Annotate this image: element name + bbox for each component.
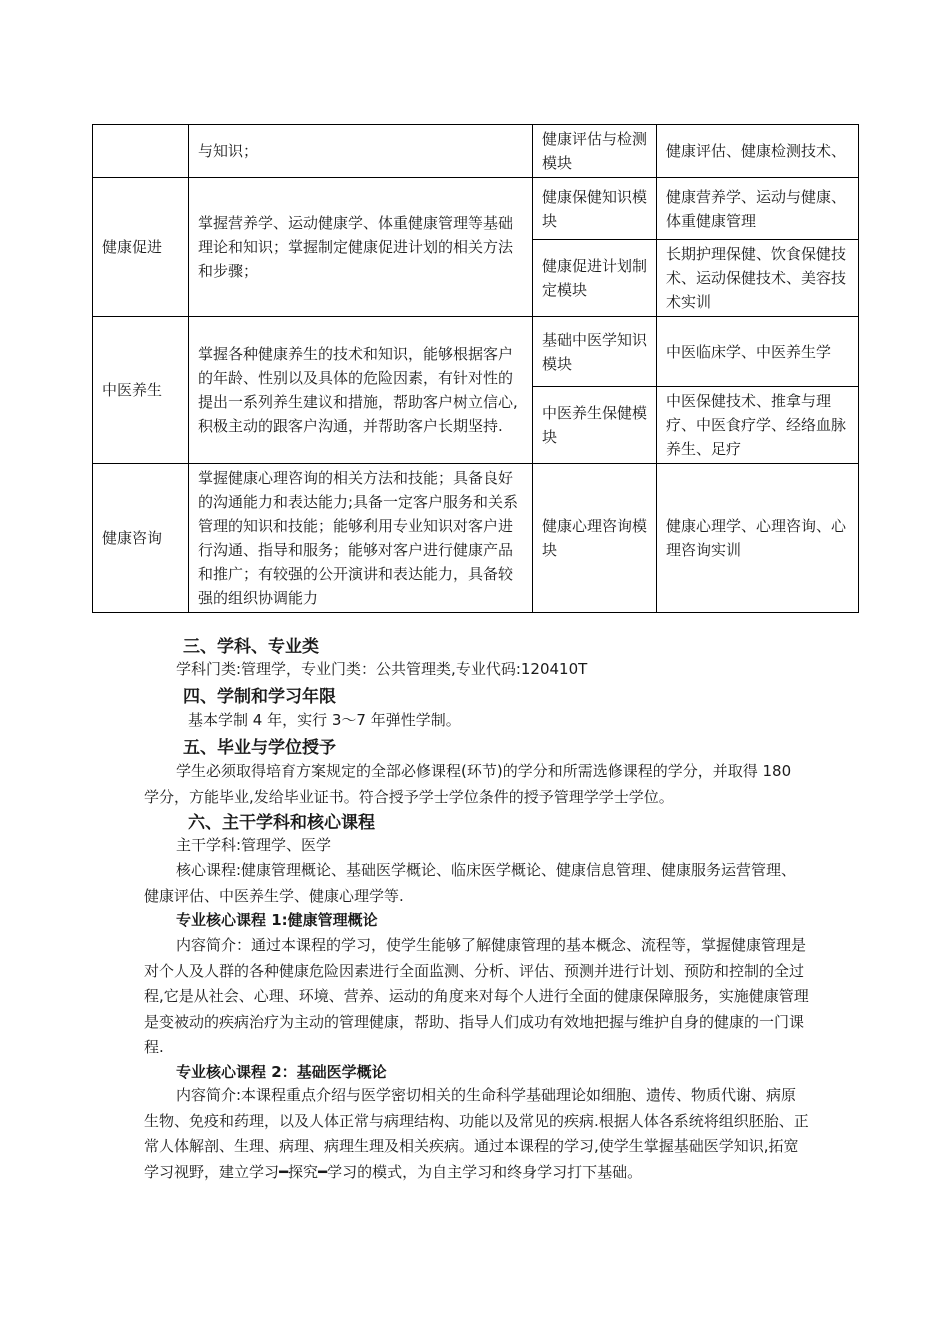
table-row [93, 317, 859, 387]
core-course-1-title: 专业核心课程 1:健康管理概论 [176, 911, 378, 929]
courses-cell: 健康营养学、运动与健康、体重健康管理 [657, 178, 859, 240]
section-heading-6: 六、主干学科和核心课程 [188, 813, 375, 833]
category-cell [93, 125, 189, 178]
courses-cell: 中医保健技术、推拿与理疗、中医食疗学、经络血脉养生、足疗 [657, 387, 859, 464]
courses-cell: 长期护理保健、饮食保健技术、运动保健技术、美容技术实训 [657, 240, 859, 317]
module-cell: 健康评估与检测模块 [533, 125, 657, 178]
core-course-1-text: 内容简介：通过本课程的学习，使学生能够了解健康管理的基本概念、流程等，掌握健康管理是对个人及人群的各种健康危险因素进行全面监测、分析、评估、预测并进行计划、预防和控制的全过程,它是从社会、心理、环境、营养、运动的角度来对每个人进行全面的健康保障服务，实施健康管理是变被动的疾病治疗为主动的管理健康，帮助、指导人们成功有效地把握与维护自身的健康的一门课程. [144, 936, 809, 1057]
table-row [93, 125, 859, 178]
category-cell: 健康促进 [93, 178, 189, 317]
requirement-cell: 掌握健康心理咨询的相关方法和技能；具备良好的沟通能力和表达能力;具备一定客户服务和关系管理的知识和技能；能够利用专业知识对客户进行沟通、指导和服务；能够对客户进行健康产品和推广；有较强的公开演讲和表达能力，具备较强的组织协调能力 [189, 464, 533, 613]
requirement-cell: 与知识； [189, 125, 533, 178]
section-text-3: 学科门类:管理学，专业门类：公共管理类,专业代码:120410T [176, 660, 588, 678]
category-cell: 中医养生 [93, 317, 189, 464]
section-heading-4: 四、学制和学习年限 [183, 687, 336, 707]
core-courses: 核心课程:健康管理概论、基础医学概论、临床医学概论、健康信息管理、健康服务运营管理、健康评估、中医养生学、健康心理学等. [144, 861, 797, 905]
section-text-5: 学生必须取得培育方案规定的全部必修课程(环节)的学分和所需选修课程的学分，并取得 180 学分，方能毕业,发给毕业证书。符合授予学士学位条件的授予管理学学士学位。 [144, 762, 792, 806]
module-cell: 健康促进计划制定模块 [533, 240, 657, 317]
requirement-cell: 掌握各种健康养生的技术和知识，能够根据客户的年龄、性别以及具体的危险因素，有针对性的提出一系列养生建议和措施，帮助客户树立信心, 积极主动的跟客户沟通，并帮助客户长期坚持. [189, 317, 533, 464]
courses-cell: 中医临床学、中医养生学 [657, 317, 859, 387]
table-row [93, 464, 859, 613]
module-cell: 健康心理咨询模块 [533, 464, 657, 613]
module-cell: 基础中医学知识模块 [533, 317, 657, 387]
section-heading-5: 五、毕业与学位授予 [183, 738, 336, 758]
section-heading-3: 三、学科、专业类 [183, 637, 319, 657]
courses-cell: 健康心理学、心理咨询、心理咨询实训 [657, 464, 859, 613]
core-course-2-text: 内容简介:本课程重点介绍与医学密切相关的生命科学基础理论如细胞、遗传、物质代谢、病原生物、免疫和药理，以及人体正常与病理结构、功能以及常见的疾病.根据人体各系统将组织胚胎、正常人体解剖、生理、病理、病理生理及相关疾病。通过本课程的学习,使学生掌握基础医学知识,拓宽学习视野，建立学习━探究━学习的模式，为自主学习和终身学习打下基础。 [144, 1086, 809, 1181]
main-disciplines: 主干学科:管理学、医学 [176, 836, 332, 854]
section-text-4: 基本学制 4 年，实行 3～7 年弹性学制。 [188, 711, 461, 729]
courses-cell: 健康评估、健康检测技术、 [657, 125, 859, 178]
curriculum-table [92, 124, 859, 613]
module-cell: 中医养生保健模块 [533, 387, 657, 464]
requirement-cell: 掌握营养学、运动健康学、体重健康管理等基础理论和知识；掌握制定健康促进计划的相关方法和步骤； [189, 178, 533, 317]
category-cell: 健康咨询 [93, 464, 189, 613]
module-cell: 健康保健知识模块 [533, 178, 657, 240]
core-course-2-title: 专业核心课程 2：基础医学概论 [176, 1063, 387, 1081]
table-row [93, 178, 859, 240]
